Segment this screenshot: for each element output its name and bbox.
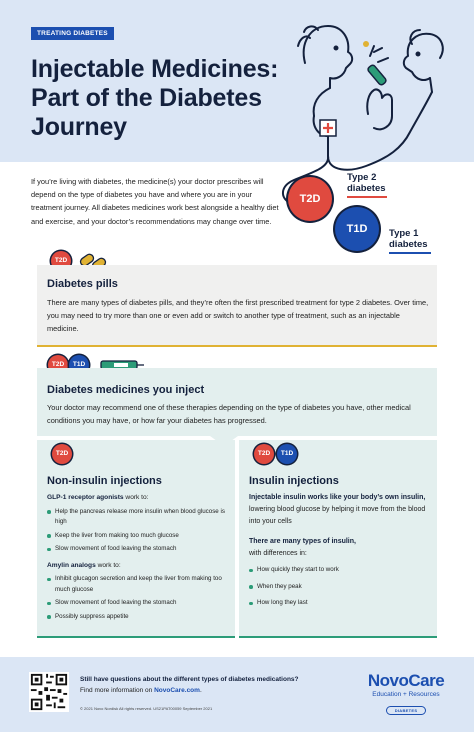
qr-code[interactable] [29, 672, 69, 712]
type1-label: Type 1 diabetes [389, 228, 435, 254]
t1d-badge-large: T1D [335, 207, 379, 251]
logo-name: NovoCare [367, 671, 445, 690]
hand-icon [367, 89, 392, 129]
non-insulin-body [47, 492, 227, 626]
list-item: Inhibit glucagon secretion and keep the liver from making too much glucose [47, 574, 227, 595]
copyright: © 2021 Novo Nordisk All rights reserved. US21PAT00059 September 2021 [80, 706, 213, 711]
injectables-section [37, 368, 437, 436]
pills-heading: Diabetes pills [47, 278, 118, 290]
list-item: Slow movement of food leaving the stomach [47, 598, 227, 609]
test-tube-icon [367, 64, 387, 86]
t2d-badge: T2D [254, 444, 274, 464]
list-item: Help the pancreas release more insulin when blood glucose is high [47, 507, 227, 528]
insulin-heading: Insulin injections [249, 475, 339, 487]
insulin-body [249, 492, 429, 613]
non-insulin-heading: Non-insulin injections [47, 475, 162, 487]
t1d-badge: T1D [69, 355, 89, 375]
glp1-list [47, 507, 227, 555]
medical-cross-icon [320, 120, 336, 136]
injectables-text: Your doctor may recommend one of these therapies depending on the type of diabetes you have, other medical conditions you may have, or how far your diabetes has progressed. [47, 403, 411, 426]
footer-more-info: Find more information on NovoCare.com. [80, 687, 202, 694]
list-item: Possibly suppress appetite [47, 612, 227, 623]
insulin-lead: Injectable insulin works like your body’s own insulin, lowering blood glucose by helping it move from the blood into your cells [249, 494, 426, 525]
list-item: Keep the liver from making too much glucose [47, 531, 227, 542]
patient-head-icon [304, 26, 352, 88]
page-title: Injectable Medicines: Part of the Diabetes Journey [31, 55, 279, 141]
insulin-types-intro: There are many types of insulin, with differences in: [249, 538, 356, 557]
list-item: How long they last [249, 598, 429, 609]
t2d-badge: T2D [51, 251, 71, 271]
list-item: Slow movement of food leaving the stomach [47, 544, 227, 555]
amylin-intro: Amylin analogs work to: [47, 561, 121, 569]
list-item: How quickly they start to work [249, 565, 429, 576]
t2d-badge: T2D [48, 355, 68, 375]
intro-text: If you’re living with diabetes, the medicine(s) your doctor prescribes will depend on the type of diabetes you have and where you are in your treatment journey. All diabetes medicines work best alongside a healthy diet and exercise, and your doctor’s recommendations may change over time. [31, 177, 279, 226]
t2d-badge: T2D [52, 444, 72, 464]
category-tag: TREATING DIABETES [31, 27, 114, 40]
novocare-logo [366, 672, 446, 717]
type2-label: Type 2 diabetes [347, 172, 393, 198]
logo-pill: DIABETES [386, 706, 427, 715]
logo-subtitle: Education + Resources [372, 691, 440, 698]
pills-text: There are many types of diabetes pills, and they’re often the first prescribed treatment for type 2 diabetes. Over time, you may need to try more than one or even add or switch to another type of treatment, such as an injectable medicine. [47, 298, 429, 334]
t2d-badge-large: T2D [288, 177, 332, 221]
list-item: When they peak [249, 582, 429, 593]
insulin-card [239, 440, 437, 638]
injectables-heading: Diabetes medicines you inject [47, 384, 205, 396]
amylin-list [47, 574, 227, 622]
t1d-badge: T1D [277, 444, 297, 464]
insulin-list [249, 565, 429, 609]
footer-question: Still have questions about the different types of diabetes medications? [80, 676, 299, 683]
glp1-intro: GLP-1 receptor agonists work to: [47, 494, 149, 501]
pills-section [37, 265, 437, 347]
non-insulin-card [37, 440, 235, 638]
novocare-link[interactable]: NovoCare.com [154, 687, 200, 694]
